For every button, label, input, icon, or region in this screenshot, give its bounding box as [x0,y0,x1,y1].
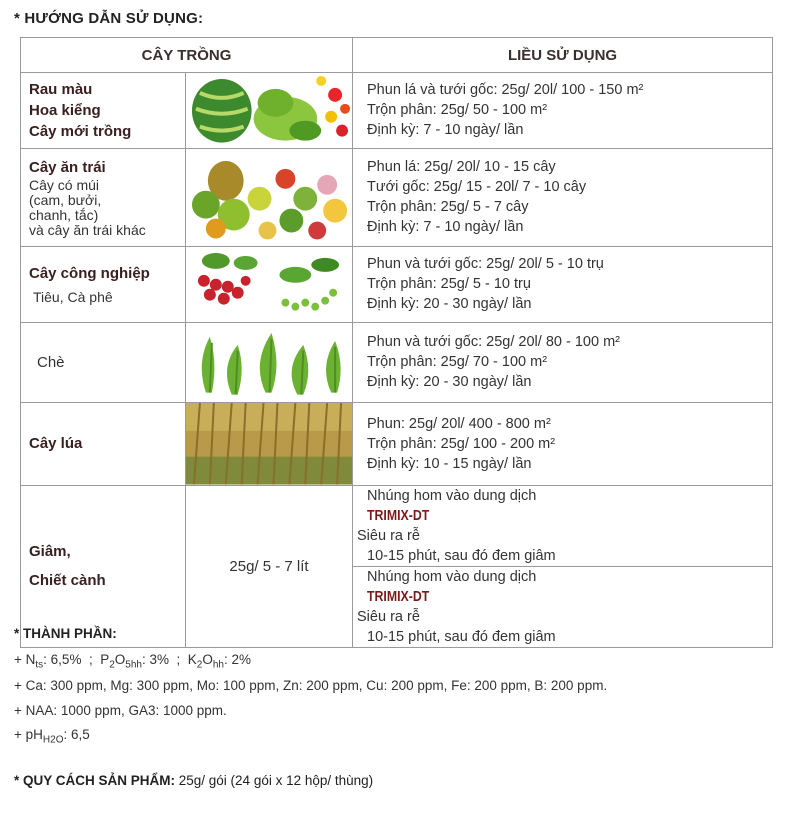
composition-line-hormones: + NAA: 1000 ppm, GA3: 1000 ppm. [14,703,227,718]
dose-line: Trộn phân: 25g/ 70 - 100 m² [367,354,548,371]
crop-cell [21,322,186,403]
rice-image [186,403,353,486]
dose-line: Trộn phân: 25g/ 5 - 7 cây [367,199,529,216]
fruits-image [186,148,353,246]
usage-table [20,37,773,648]
packaging-line: * QUY CÁCH SẢN PHẨM: 25g/ gói (24 gói x 12 hộp/ thùng) [14,773,374,788]
dose-cell [353,403,773,486]
dose-line [357,486,772,546]
dose-line: Định kỳ: 7 - 10 ngày/ lần [367,219,524,236]
crop-detail: (cam, bưởi, [29,191,102,208]
crop-name: Cây công nghiệp [29,265,150,283]
composition-line-micro: + Ca: 300 ppm, Mg: 300 ppm, Mo: 100 ppm, Zn: 200 ppm, Cu: 200 ppm, Fe: 200 ppm, B: 200 ppm. [14,678,608,693]
crop-name: Hoa kiểng [29,101,101,119]
crop-detail: Tiêu, Cà phê [33,289,113,306]
table-row [21,485,773,566]
brand-name: TRIMIX-DT [367,507,430,524]
crop-cell [21,403,186,486]
dose-line: 10-15 phút, sau đó đem giâm [367,547,556,564]
crop-cell [21,73,186,149]
dose-line: Phun lá và tưới gốc: 25g/ 20l/ 100 - 150 m² [367,82,644,99]
dose-cell [353,148,773,246]
crop-detail: Chè [37,353,65,371]
crop-detail: và cây ăn trái khác [29,221,146,238]
dose-line: Định kỳ: 10 - 15 ngày/ lần [367,455,532,472]
composition-line-ph: + $pH_{H2O}$: 6,5 [14,727,90,746]
cutting-dose: 25g/ 5 - 7 lít [186,485,353,647]
dose-line: Định kỳ: 20 - 30 ngày/ lần [367,374,532,391]
table-row [21,322,773,403]
brand-name: TRIMIX-DT [367,588,430,605]
table-header [21,38,773,73]
table-row [21,148,773,246]
dose-line: Định kỳ: 20 - 30 ngày/ lần [367,296,532,313]
dose-line: Trộn phân: 25g/ 50 - 100 m² [367,102,548,119]
crop-name: Rau màu [29,80,93,98]
crop-name: Chiết cành [29,572,106,590]
dose-line: Phun lá: 25g/ 20l/ 10 - 15 cây [367,159,556,176]
crop-cell [21,246,186,322]
dose-cell [353,485,773,566]
dip-text: Siêu ra rễ [357,527,420,544]
dose-line: Phun: 25g/ 20l/ 400 - 800 m² [367,415,551,432]
vegetables-image [186,73,353,149]
tea-image [186,322,353,403]
composition-title: * THÀNH PHẦN: [14,626,117,641]
dose-line: Phun và tưới gốc: 25g/ 20l/ 5 - 10 trụ [367,256,604,273]
col-crop-header: CÂY TRỒNG [21,38,353,73]
col-dose-header: LIỀU SỬ DỤNG [353,38,773,73]
dose-cell [353,322,773,403]
crop-cell [21,485,186,647]
crop-name: Cây lúa [29,435,83,453]
crop-detail: Cây có múi [29,176,100,193]
pepper-coffee-image [186,246,353,322]
dose-line: Trộn phân: 25g/ 5 - 10 trụ [367,276,531,293]
table-row [21,403,773,486]
dose-line [357,567,772,627]
dose-line: Trộn phân: 25g/ 100 - 200 m² [367,435,556,452]
table-row [21,246,773,322]
dip-text: Nhúng hom vào dung dịch [367,487,537,504]
crop-name: Cây ăn trái [29,158,106,176]
dose-cell [353,246,773,322]
crop-cell [21,148,186,246]
dip-text: Nhúng hom vào dung dịch [367,568,537,585]
table-row [21,73,773,149]
crop-detail: chanh, tắc) [29,206,99,223]
crop-name: Giâm, [29,543,71,561]
crop-name: Cây mới trồng [29,122,132,140]
dose-cell [353,566,773,647]
dose-cell [353,73,773,149]
dose-line: Phun và tưới gốc: 25g/ 20l/ 80 - 100 m² [367,334,620,351]
dip-text: Siêu ra rễ [357,608,420,625]
usage-heading: * HƯỚNG DẪN SỬ DỤNG: [14,10,204,27]
dose-line: Tưới gốc: 25g/ 15 - 20l/ 7 - 10 cây [367,179,587,196]
dose-line: 10-15 phút, sau đó đem giâm [367,628,556,645]
composition-line-npk: + $N_{ts}$: 6,5% ; $P_2O_{5hh}$: 3% ; $K_2O_{hh}$: 2% [14,652,251,671]
dose-line: Định kỳ: 7 - 10 ngày/ lần [367,122,524,139]
